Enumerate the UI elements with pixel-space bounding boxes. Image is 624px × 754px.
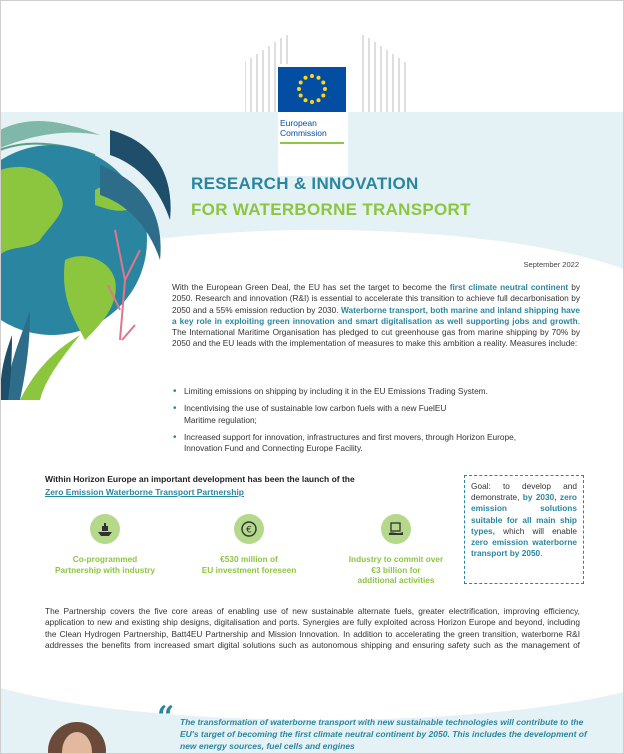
intro-highlight-1: first climate neutral continent [449,282,569,292]
list-item: • Increased support for innovation, infrastructures and first movers, through Horizon Europe, Innovation Fund and Connecting Europe Facility. [172,432,532,455]
portrait-face [62,732,92,754]
ec-logo-line1: European [280,118,317,128]
quote-mark-icon: “ [157,700,175,735]
stat-investment [189,514,309,575]
measures-list [172,386,582,460]
hand-euro-icon [381,514,411,544]
partnership-heading: Within Horizon Europe an important development has been the launch of the [45,474,355,484]
ec-logo-text [280,118,327,138]
euro-coin-icon [234,514,264,544]
intro-paragraph: With the European Green Deal, the EU has set the target to become the first climate neutral continent by 2050. Research and innovation (R&I) is essential to accelerate this transition to achieve full decarbonisation by 2050 and a 55% emission reduction by 2030. Waterborne transport, both marine and inland shipping have a key role in exploiting green innovation and smart digitalisation as well supporting jobs and growth. The International Maritime Organisation has pledged to cut greenhouse gas from marine shipping by 70% by 2050 and the EU leads with the implementation of measures to make this ambition a reality. Measures include: [172,282,581,349]
stat-partnership [45,514,165,575]
publication-date: September 2022 [523,260,579,269]
stat-label: Co-programmed Partnership with industry [54,554,156,575]
goal-highlight-2: zero emission waterborne transport by 2050 [471,537,577,559]
list-item: • Limiting emissions on shipping by including it in the EU Emissions Trading System. [172,386,582,397]
stat-label: €530 million of EU investment foreseen [201,554,297,575]
ec-logo-green-bar [280,142,344,144]
ship-icon [90,514,120,544]
partnership-link[interactable]: Zero Emission Waterborne Transport Partnership [45,487,245,497]
ec-logo-line2: Commission [280,128,327,138]
goal-callout: Goal: to develop and demonstrate, by 2030, zero emission solutions suitable for all main ship types, which will enable zero emission waterborne transport by 2050. [464,475,584,584]
svg-text:€: € [246,525,252,536]
goal-highlight-1: by 2030, zero emission solutions suitable for all main ship types, [471,492,577,536]
list-item: • Incentivising the use of sustainable low carbon fuels with a new FuelEU Maritime regulation; [172,403,457,426]
quote-text: The transformation of waterborne transport with new sustainable technologies will contribute to the EU's target of becoming the first climate neutral continent by 2050. This includes the development of new energy sources, fuel cells and engines [180,717,587,751]
partnership-paragraph: The Partnership covers the five core areas of enabling use of new sustainable alternate fuels, greater electrification, improving efficiency, application to new and existing ship designs, digitalisation and ports. Synergies are fully exploited across Horizon Europe and beyond, including the Clean Hydrogen Partnership, Batt4EU Partnership and Mission Innovation. In addition to accelerating the green transition, waterborne R&I addresses the benefits from increased smart digital solutions such as autonomous shipping and ensuring safety such as the management of [45,606,580,650]
stat-label: Industry to commit over €3 billion for additional activities [348,554,444,585]
page-title-line2: FOR WATERBORNE TRANSPORT [191,200,471,219]
globe-illustration [0,110,190,400]
page-title-line1: RESEARCH & INNOVATION [191,174,419,193]
stat-industry [336,514,456,586]
ec-logo [238,32,408,144]
intro-highlight-2: Waterborne transport, both marine and inland shipping have a key role in exploiting green innovation and smart digitalisation as well supporting jobs and growth [172,304,581,326]
eu-flag-icon [278,67,346,112]
